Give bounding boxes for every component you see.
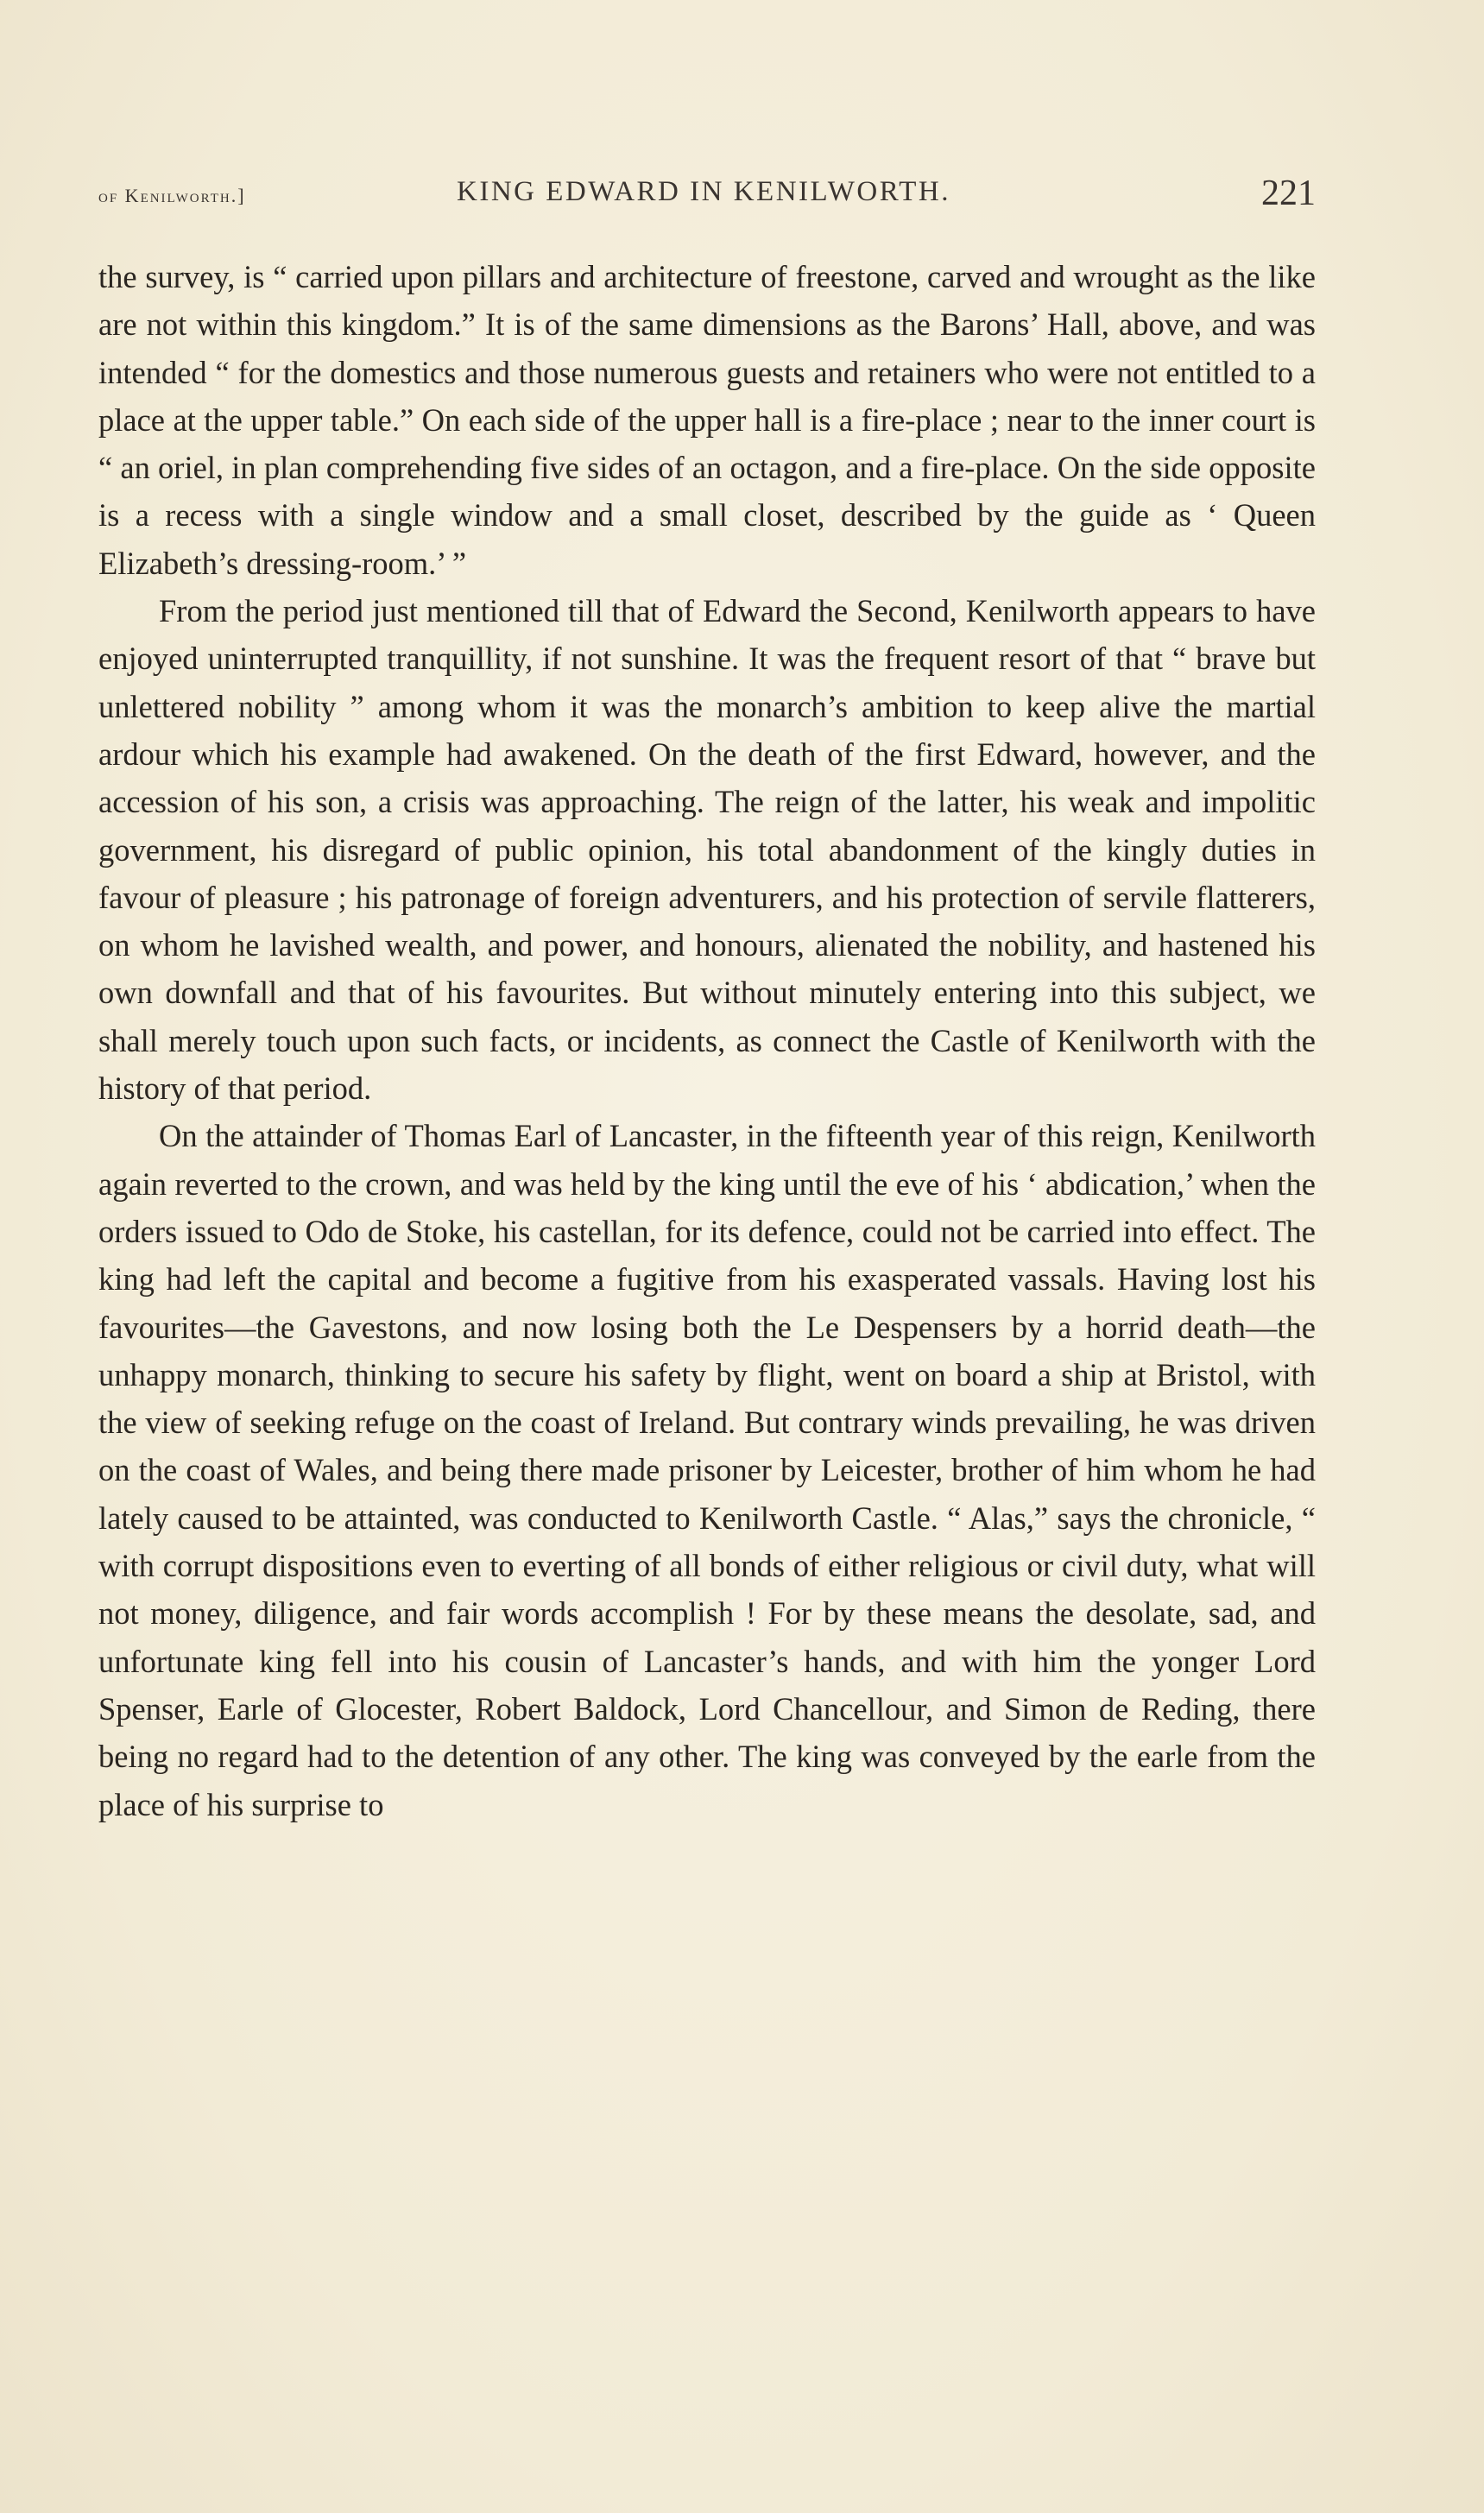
body-text <box>98 253 1316 1828</box>
paragraph: the survey, is “ carried upon pillars and architecture of freestone, carved and wrought as the like are not within this kingdom.” It is of the same dimensions as the Barons’ Hall, above, and was intended “ for the domestics and those numerous guests and retainers who were not entitled to a place at the upper table.” On each side of the upper hall is a fire-place ; near to the inner court is “ an oriel, in plan comprehending five sides of an octagon, and a fire-place. On the side opposite is a recess with a single window and a small closet, described by the guide as ‘ Queen Elizabeth’s dressing-room.’ ” <box>98 259 1316 581</box>
page-header <box>98 166 1316 218</box>
paragraph: From the period just mentioned till that of Edward the Second, Kenilworth appears to have enjoyed uninterrupted tranquillity, if not sunshine. It was the frequent resort of that “ brave but unlettered nobility ” among whom it was the monarch’s ambition to keep alive the martial ardour which his example had awakened. On the death of the first Edward, however, and the accession of his son, a crisis was approaching. The reign of the latter, his weak and impolitic government, his disregard of public opinion, his total abandonment of the kingly duties in favour of pleasure ; his patronage of foreign adventurers, and his protection of servile flatterers, on whom he lavished wealth, and power, and honours, alienated the nobility, and hastened his own downfall and that of his favourites. But without minutely entering into this subject, we shall merely touch upon such facts, or incidents, as connect the Castle of Kenilworth with the history of that period. <box>98 593 1316 1107</box>
page-number: 221 <box>1261 174 1316 213</box>
paragraph: On the attainder of Thomas Earl of Lancaster, in the fifteenth year of this reign, Kenilworth again reverted to the crown, and was held by the king until the eve of his ‘ abdication,’ when the orders issued to Odo de Stoke, his castellan, for its defence, could not be carried into effect. The king had left the capital and become a fugitive from his exasperated vassals. Having lost his favourites—the Gavestons, and now losing both the Le Despensers by a horrid death—the unhappy monarch, thinking to secure his safety by flight, went on board a ship at Bristol, with the view of seeking refuge on the coast of Ireland. But contrary winds prevailing, he was driven on the coast of Wales, and being there made prisoner by Leicester, brother of him whom he had lately caused to be attainted, was conducted to Kenilworth Castle. “ Alas,” says the chronicle, “ with corrupt dispositions even to everting of all bonds of either religious or civil duty, what will not money, diligence, and fair words accomplish ! For by these means the desolate, sad, and unfortunate king fell into his cousin of Lancaster’s hands, and with him the yonger Lord Spenser, Earle of Glocester, Robert Baldock, Lord Chancellour, and Simon de Reding, there being no regard had to the detention of any other. The king was conveyed by the earle from the place of his surprise to <box>98 1118 1316 1822</box>
running-head-title: KING EDWARD IN KENILWORTH. <box>457 176 950 207</box>
running-head-left: of Kenilworth.] <box>98 185 246 206</box>
